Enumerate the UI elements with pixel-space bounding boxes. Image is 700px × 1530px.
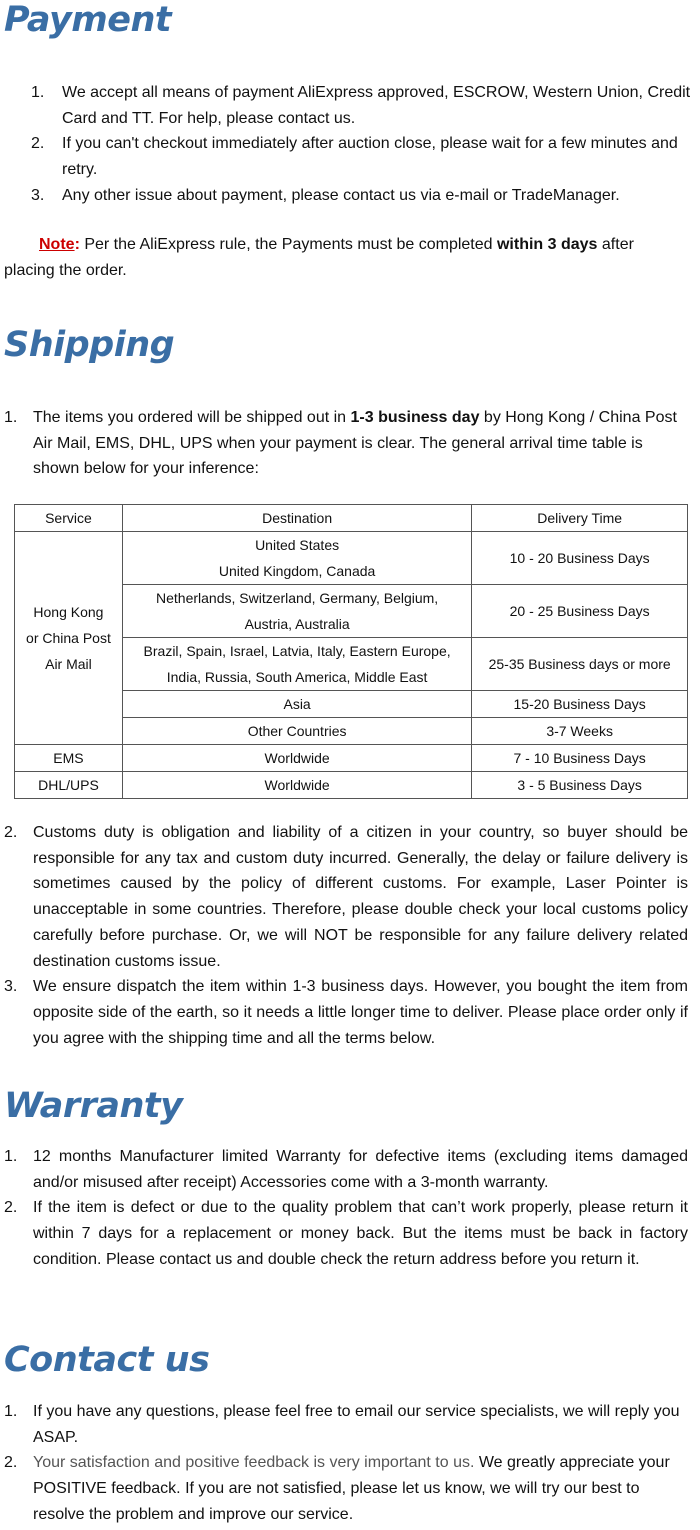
delivery-time-cell: 20 - 25 Business Days: [472, 585, 688, 638]
shipping-intro-list: [4, 405, 688, 482]
list-item: 1. If you have any questions, please feel free to email our service specialists, we will reply you ASAP.: [4, 1403, 680, 1446]
shipping-heading: Shipping: [4, 325, 175, 365]
delivery-time-table: [14, 504, 688, 799]
delivery-time-cell: 25-35 Business days or more: [472, 638, 688, 691]
column-header: Destination: [122, 505, 471, 532]
note-label: Note: [39, 236, 75, 253]
warranty-heading: Warranty: [4, 1086, 183, 1126]
list-item: 2. Your satisfaction and positive feedback is very important to us. We greatly appreciate your POSITIVE feedback. If you are not satisfied, please let us know, we will try our best to resolve the problem and improve our service.: [4, 1454, 670, 1523]
warranty-list: [4, 1144, 688, 1273]
column-header: Delivery Time: [472, 505, 688, 532]
service-cell: EMS: [15, 745, 123, 772]
delivery-time-cell: 3-7 Weeks: [472, 718, 688, 745]
table-header-row: [15, 505, 688, 532]
list-item: 1. 12 months Manufacturer limited Warranty for defective items (excluding items damaged and/or misused after receipt) Accessories come with a 3-month warranty.: [4, 1148, 688, 1191]
table-row: [15, 745, 688, 772]
payment-heading: Payment: [4, 0, 172, 40]
delivery-time-cell: 3 - 5 Business Days: [472, 772, 688, 799]
table-row: [15, 772, 688, 799]
payment-list: [33, 80, 693, 209]
list-item: 2. Customs duty is obligation and liability of a citizen in your country, so buyer should be responsible for any tax and custom duty incurred. Generally, the delay or failure delivery is sometimes caused by the policy of different customs. For example, Laser Pointer is unacceptable in some countries. Therefore, please double check your local customs policy carefully before purchase. Or, we will NOT be responsible for any failure delivery related destination customs issue.: [4, 824, 688, 970]
service-cell: DHL/UPS: [15, 772, 123, 799]
contact-list: [4, 1399, 688, 1528]
destination-cell: Asia: [122, 691, 471, 718]
list-item: 1. The items you ordered will be shipped out in 1-3 business day by Hong Kong / China Post Air Mail, EMS, DHL, UPS when your payment is clear. The general arrival time table is shown below for your inference:: [4, 409, 677, 478]
contact-heading: Contact us: [4, 1340, 210, 1380]
payment-note: Note: Per the AliExpress rule, the Payments must be completed within 3 days after placing the order.: [4, 236, 634, 279]
destination-cell: Worldwide: [122, 745, 471, 772]
list-item: 2. If the item is defect or due to the quality problem that can’t work properly, please return it within 7 days for a replacement or money back. But the items must be back in factory condition. Please contact us and double check the return address before you return it.: [4, 1199, 688, 1268]
delivery-time-cell: 7 - 10 Business Days: [472, 745, 688, 772]
list-item: 1. We accept all means of payment AliExpress approved, ESCROW, Western Union, Credit Card and TT. For help, please contact us.: [31, 84, 691, 127]
list-item: 2. If you can't checkout immediately after auction close, please wait for a few minutes and retry.: [31, 135, 678, 179]
service-cell-hong-kong: Hong Kong or China Post Air Mail: [15, 532, 123, 745]
column-header: Service: [15, 505, 123, 532]
shipping-terms-list: [4, 820, 688, 1051]
delivery-time-cell: 10 - 20 Business Days: [472, 532, 688, 585]
destination-cell: Other Countries: [122, 718, 471, 745]
destination-cell: Worldwide: [122, 772, 471, 799]
destination-cell: Brazil, Spain, Israel, Latvia, Italy, Eastern Europe, India, Russia, South America, Middle East: [122, 638, 471, 691]
destination-cell: United States United Kingdom, Canada: [122, 532, 471, 585]
delivery-time-cell: 15-20 Business Days: [472, 691, 688, 718]
list-item: 3. We ensure dispatch the item within 1-3 business days. However, you bought the item from opposite side of the earth, so it needs a little longer time to deliver. Please place order only if you agree with the shipping time and all the terms below.: [4, 978, 688, 1047]
destination-cell: Netherlands, Switzerland, Germany, Belgium, Austria, Australia: [122, 585, 471, 638]
list-item: 3. Any other issue about payment, please contact us via e-mail or TradeManager.: [31, 186, 620, 204]
table-row: [15, 532, 688, 585]
